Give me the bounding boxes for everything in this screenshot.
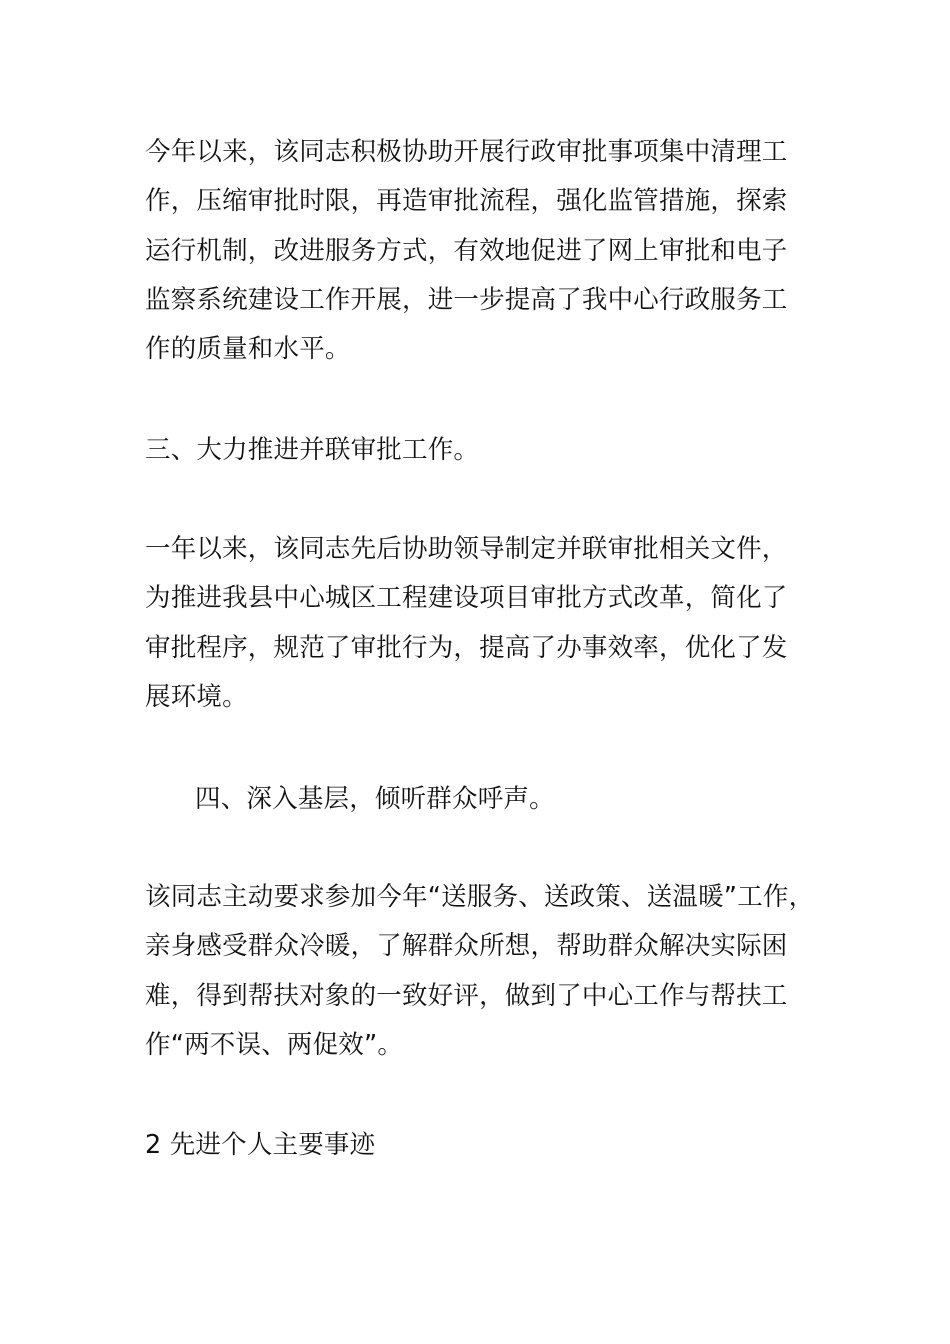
text-line: 亲身感受群众冷暖，了解群众所想，帮助群众解决实际困 (145, 931, 788, 962)
section-title: 2 先进个人主要事迹 (145, 1130, 376, 1160)
text-line: 运行机制，改进服务方式，有效地促进了网上审批和电子 (145, 235, 788, 266)
text-line: 作“两不误、两促效”。 (145, 1029, 404, 1060)
text-line: 展环境。 (145, 681, 248, 712)
text-line: 今年以来，该同志积极协助开展行政审批事项集中清理工 (145, 137, 788, 167)
text-line: 一年以来，该同志先后协助领导制定并联审批相关文件， (145, 534, 788, 564)
text-line: 作的质量和水平。 (145, 334, 351, 365)
section-title-block (145, 1121, 825, 1170)
paragraph-3 (145, 873, 825, 1070)
text-line: 为推进我县中心城区工程建设项目审批方式改革，简化了 (145, 583, 788, 614)
text-line: 审批程序，规范了审批行为，提高了办事效率，优化了发 (145, 632, 788, 663)
text-line: 该同志主动要求参加今年“送服务、送政策、送温暖”工作， (145, 882, 815, 912)
paragraph-1 (145, 128, 825, 374)
text-line: 监察系统建设工作开展，进一步提高了我中心行政服务工 (145, 284, 788, 315)
section-heading: 四、深入基层，倾听群众呼声。 (195, 784, 555, 814)
heading-4 (195, 775, 875, 824)
section-heading: 三、大力推进并联审批工作。 (145, 435, 480, 465)
text-line: 难，得到帮扶对象的一致好评，做到了中心工作与帮扶工 (145, 980, 788, 1011)
heading-3 (145, 426, 825, 475)
text-line: 作，压缩审批时限，再造审批流程，强化监管措施，探索 (145, 186, 788, 217)
paragraph-2 (145, 525, 825, 722)
